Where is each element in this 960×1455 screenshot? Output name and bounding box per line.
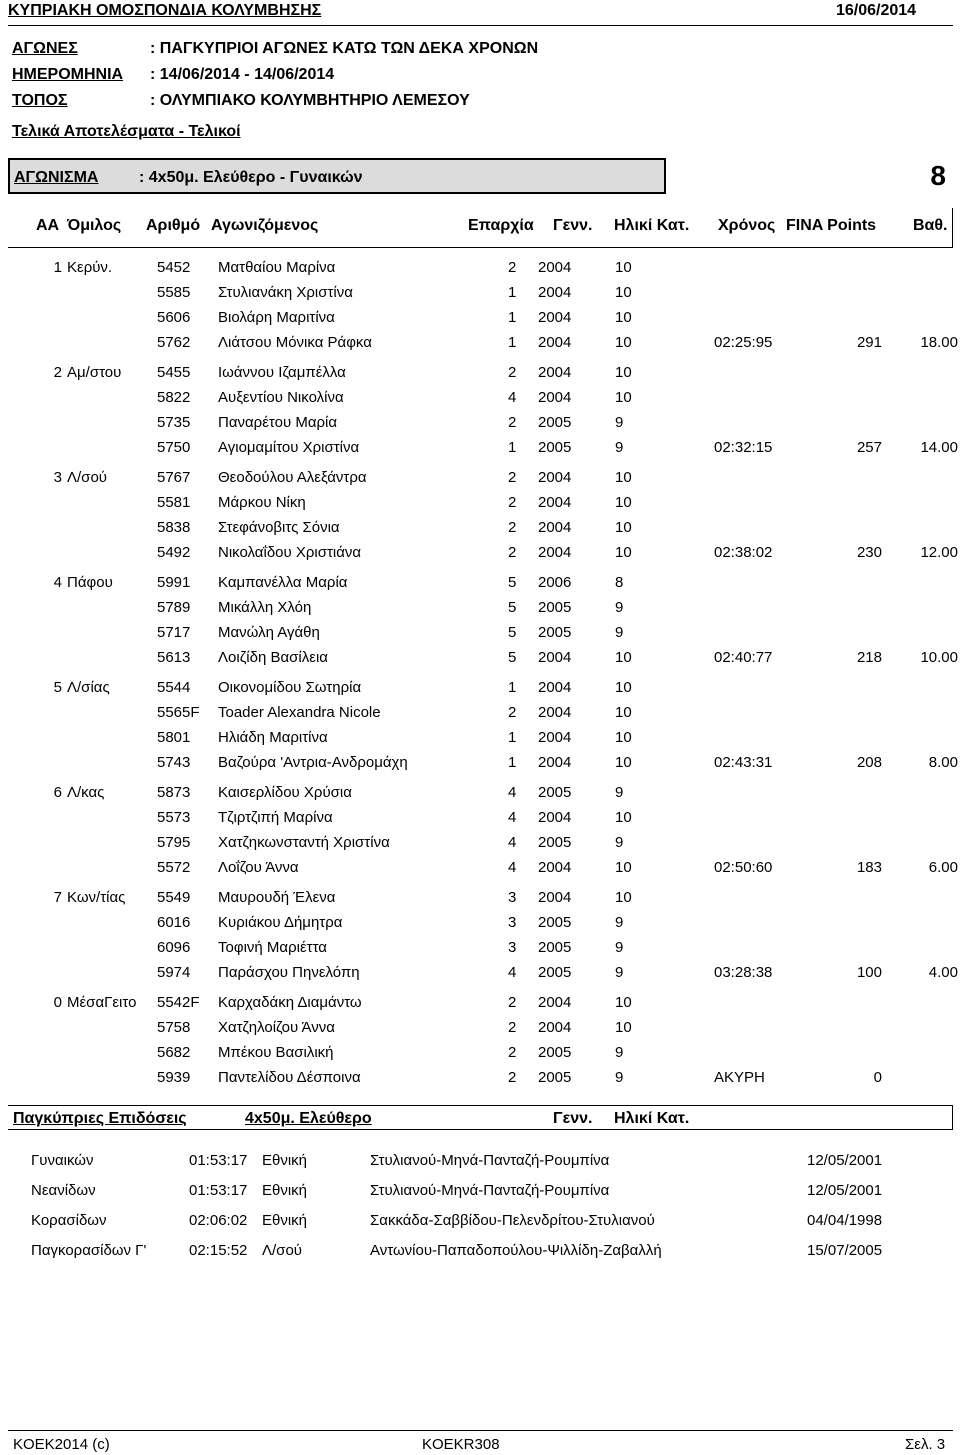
swimmer-name-cell: Μικάλλη Χλόη (218, 599, 312, 616)
province-cell: 2 (508, 494, 517, 511)
birth-year-cell: 2005 (538, 834, 572, 851)
birth-year-cell: 2005 (538, 1069, 572, 1086)
swimmer-name-cell: Θεοδούλου Αλεξάντρα (218, 469, 367, 486)
swimmer-name-cell: Τοφινή Μαριέττα (218, 939, 327, 956)
table-row (0, 859, 960, 884)
fina-points-cell: 183 (856, 859, 882, 876)
event-bar (8, 158, 666, 194)
swimmer-name-cell: Ηλιάδη Μαριτίνα (218, 729, 328, 746)
age-category-cell: 10 (615, 729, 632, 746)
table-row (0, 994, 960, 1019)
age-category-cell: 10 (615, 649, 632, 666)
record-time: 01:53:17 (189, 1152, 248, 1169)
swimmer-id-cell: 5762 (157, 334, 191, 351)
table-row (0, 729, 960, 754)
swimmer-id-cell: 6016 (157, 914, 191, 931)
record-swimmers: Σακκάδα-Σαββίδου-Πελενδρίτου-Στυλιανού (370, 1212, 655, 1229)
age-category-cell: 10 (615, 859, 632, 876)
col-aa: ΑΑ (36, 217, 60, 234)
event-value: : 4x50μ. Ελεύθερο - Γυναικών (139, 169, 363, 186)
province-cell: 2 (508, 544, 517, 561)
age-category-cell: 10 (615, 704, 632, 721)
birth-year-cell: 2004 (538, 494, 572, 511)
province-cell: 1 (508, 334, 517, 351)
record-date: 04/04/1998 (807, 1212, 883, 1229)
swimmer-name-cell: Τζιρτζιπή Μαρίνα (218, 809, 333, 826)
time-cell: 02:25:95 (714, 334, 773, 351)
col-province: Επαρχία (468, 217, 534, 234)
record-club: Εθνική (262, 1212, 308, 1229)
rank-cell: 2 (53, 364, 62, 381)
province-cell: 4 (508, 859, 517, 876)
place-value: : ΟΛΥΜΠΙΑΚΟ ΚΟΛΥΜΒΗΤΗΡΙΟ ΛΕΜΕΣΟΥ (150, 92, 470, 109)
federation-title: ΚΥΠΡΙΑΚΗ ΟΜΟΣΠΟΝΔΙΑ ΚΟΛΥΜΒΗΣΗΣ (8, 2, 322, 19)
print-date: 16/06/2014 (836, 2, 917, 19)
province-cell: 2 (508, 994, 517, 1011)
birth-year-cell: 2004 (538, 704, 572, 721)
province-cell: 3 (508, 914, 517, 931)
swimmer-name-cell: Μανώλη Αγάθη (218, 624, 320, 641)
swimmer-id-cell: 5750 (157, 439, 191, 456)
records-year-col: Γενν. (553, 1110, 593, 1127)
province-cell: 1 (508, 309, 517, 326)
time-cell: ΑΚΥΡΗ (714, 1069, 765, 1086)
date-value: : 14/06/2014 - 14/06/2014 (150, 66, 335, 83)
footer-report-code: KOEKR308 (422, 1436, 500, 1453)
age-category-cell: 10 (615, 334, 632, 351)
swimmer-name-cell: Καμπανέλλα Μαρία (218, 574, 348, 591)
table-row (0, 1019, 960, 1044)
swimmer-id-cell: 5542F (157, 994, 200, 1011)
table-row (0, 1044, 960, 1069)
record-time: 02:06:02 (189, 1212, 248, 1229)
table-row (0, 649, 960, 674)
table-row (0, 544, 960, 569)
age-category-cell: 10 (615, 364, 632, 381)
place-label: ΤΟΠΟΣ (12, 92, 68, 109)
birth-year-cell: 2004 (538, 469, 572, 486)
age-category-cell: 9 (615, 939, 624, 956)
age-category-cell: 9 (615, 964, 624, 981)
table-row (0, 754, 960, 779)
birth-year-cell: 2005 (538, 784, 572, 801)
swimmer-id-cell: 5873 (157, 784, 191, 801)
age-category-cell: 9 (615, 784, 624, 801)
province-cell: 3 (508, 939, 517, 956)
col-id: Αριθμό (146, 217, 201, 234)
swimmer-name-cell: Νικολαΐδου Χριστιάνα (218, 544, 362, 561)
games-value: : ΠΑΓΚΥΠΡΙΟΙ ΑΓΩΝΕΣ ΚΑΤΩ ΤΩΝ ΔΕΚΑ ΧΡΟΝΩΝ (150, 40, 539, 57)
birth-year-cell: 2004 (538, 389, 572, 406)
club-cell: Λ/σού (67, 469, 107, 486)
swimmer-id-cell: 5717 (157, 624, 191, 641)
record-club: Εθνική (262, 1182, 308, 1199)
swimmer-name-cell: Παντελίδου Δέσποινα (218, 1069, 361, 1086)
age-category-cell: 9 (615, 624, 624, 641)
birth-year-cell: 2004 (538, 729, 572, 746)
swimmer-id-cell: 5572 (157, 859, 191, 876)
swimmer-id-cell: 5767 (157, 469, 191, 486)
birth-year-cell: 2004 (538, 994, 572, 1011)
age-category-cell: 10 (615, 994, 632, 1011)
province-cell: 4 (508, 964, 517, 981)
rank-points-cell: 8.00 (928, 754, 958, 771)
footer-copyright: KOEK2014 (c) (13, 1436, 110, 1453)
rank-cell: 3 (53, 469, 62, 486)
swimmer-name-cell: Βαζούρα 'Αντρια-Ανδρομάχη (218, 754, 408, 771)
birth-year-cell: 2004 (538, 1019, 572, 1036)
time-cell: 02:43:31 (714, 754, 773, 771)
swimmer-id-cell: 5606 (157, 309, 191, 326)
table-row (0, 309, 960, 334)
table-row (0, 414, 960, 439)
time-cell: 03:28:38 (714, 964, 773, 981)
province-cell: 5 (508, 649, 517, 666)
table-row (0, 704, 960, 729)
swimmer-id-cell: 5743 (157, 754, 191, 771)
fina-points-cell: 218 (856, 649, 882, 666)
swimmer-name-cell: Toader Alexandra Nicole (218, 704, 381, 721)
swimmer-name-cell: Παράσχου Πηνελόπη (218, 964, 360, 981)
swimmer-name-cell: Κυριάκου Δήμητρα (218, 914, 343, 931)
swimmer-id-cell: 5822 (157, 389, 191, 406)
rank-points-cell: 6.00 (928, 859, 958, 876)
record-swimmers: Αντωνίου-Παπαδοπούλου-Ψιλλίδη-Ζαβαλλή (370, 1242, 662, 1259)
swimmer-name-cell: Βιολάρη Μαριτίνα (218, 309, 335, 326)
swimmer-id-cell: 5682 (157, 1044, 191, 1061)
games-label: ΑΓΩΝΕΣ (12, 40, 78, 57)
province-cell: 2 (508, 1069, 517, 1086)
club-cell: Κων/τίας (67, 889, 126, 906)
swimmer-id-cell: 5991 (157, 574, 191, 591)
province-cell: 2 (508, 1044, 517, 1061)
time-cell: 02:32:15 (714, 439, 773, 456)
time-cell: 02:38:02 (714, 544, 773, 561)
province-cell: 2 (508, 364, 517, 381)
province-cell: 5 (508, 624, 517, 641)
table-row (0, 1069, 960, 1094)
table-row (0, 439, 960, 464)
fina-points-cell: 0 (873, 1069, 882, 1086)
club-cell: Λ/σίας (67, 679, 110, 696)
swimmer-name-cell: Αγιομαμίτου Χριστίνα (218, 439, 360, 456)
age-category-cell: 10 (615, 469, 632, 486)
record-row (0, 1182, 960, 1207)
table-row (0, 389, 960, 414)
table-row (0, 519, 960, 544)
swimmer-name-cell: Ματθαίου Μαρίνα (218, 259, 336, 276)
swimmer-name-cell: Χατζηκωνσταντή Χριστίνα (218, 834, 390, 851)
record-time: 02:15:52 (189, 1242, 248, 1259)
swimmer-id-cell: 5789 (157, 599, 191, 616)
table-row (0, 834, 960, 859)
age-category-cell: 9 (615, 599, 624, 616)
rank-cell: 0 (53, 994, 62, 1011)
birth-year-cell: 2005 (538, 414, 572, 431)
record-date: 15/07/2005 (807, 1242, 883, 1259)
col-rank-points: Βαθ. (913, 217, 948, 234)
record-club: Εθνική (262, 1152, 308, 1169)
province-cell: 2 (508, 704, 517, 721)
fina-points-cell: 100 (856, 964, 882, 981)
birth-year-cell: 2006 (538, 574, 572, 591)
swimmer-id-cell: 5939 (157, 1069, 191, 1086)
birth-year-cell: 2005 (538, 599, 572, 616)
swimmer-name-cell: Λοΐζου Άννα (218, 859, 299, 876)
record-date: 12/05/2001 (807, 1152, 883, 1169)
rank-points-cell: 10.00 (920, 649, 958, 666)
birth-year-cell: 2004 (538, 859, 572, 876)
province-cell: 4 (508, 784, 517, 801)
birth-year-cell: 2004 (538, 519, 572, 536)
record-category: Παγκορασίδων Γ' (31, 1242, 147, 1259)
age-category-cell: 10 (615, 544, 632, 561)
age-category-cell: 9 (615, 1069, 624, 1086)
swimmer-name-cell: Μπέκου Βασιλική (218, 1044, 334, 1061)
swimmer-name-cell: Στυλιανάκη Χριστίνα (218, 284, 353, 301)
province-cell: 4 (508, 809, 517, 826)
rank-points-cell: 14.00 (920, 439, 958, 456)
col-time: Χρόνος (718, 217, 776, 234)
record-category: Νεανίδων (31, 1182, 96, 1199)
rank-cell: 4 (53, 574, 62, 591)
event-number: 8 (930, 160, 946, 191)
results-title: Τελικά Αποτελέσματα - Τελικοί (12, 123, 241, 140)
swimmer-name-cell: Καισερλίδου Χρύσια (218, 784, 352, 801)
table-row (0, 964, 960, 989)
record-time: 01:53:17 (189, 1182, 248, 1199)
table-row (0, 334, 960, 359)
province-cell: 5 (508, 599, 517, 616)
swimmer-id-cell: 5795 (157, 834, 191, 851)
records-age-col: Ηλικί Κατ. (614, 1110, 690, 1127)
table-row (0, 914, 960, 939)
age-category-cell: 10 (615, 284, 632, 301)
swimmer-name-cell: Μαυρουδή Έλενα (218, 889, 336, 906)
table-row (0, 679, 960, 704)
swimmer-id-cell: 5573 (157, 809, 191, 826)
rank-cell: 1 (53, 259, 62, 276)
table-row (0, 784, 960, 809)
col-year: Γενν. (553, 217, 593, 234)
province-cell: 4 (508, 834, 517, 851)
col-age: Ηλικί Κατ. (614, 217, 690, 234)
birth-year-cell: 2004 (538, 334, 572, 351)
fina-points-cell: 230 (856, 544, 882, 561)
age-category-cell: 10 (615, 309, 632, 326)
swimmer-name-cell: Μάρκου Νίκη (218, 494, 306, 511)
table-row (0, 939, 960, 964)
birth-year-cell: 2004 (538, 679, 572, 696)
swimmer-id-cell: 5452 (157, 259, 191, 276)
table-row (0, 889, 960, 914)
table-row (0, 624, 960, 649)
date-label: ΗΜΕΡΟΜΗΝΙΑ (12, 66, 124, 83)
province-cell: 1 (508, 729, 517, 746)
table-row (0, 599, 960, 624)
footer-page-number: Σελ. 3 (905, 1436, 946, 1453)
birth-year-cell: 2005 (538, 624, 572, 641)
table-row (0, 364, 960, 389)
age-category-cell: 10 (615, 1019, 632, 1036)
club-cell: Πάφου (67, 574, 113, 591)
birth-year-cell: 2004 (538, 544, 572, 561)
swimmer-name-cell: Οικονομίδου Σωτηρία (218, 679, 362, 696)
swimmer-id-cell: 5565F (157, 704, 200, 721)
birth-year-cell: 2004 (538, 889, 572, 906)
province-cell: 2 (508, 519, 517, 536)
table-row (0, 574, 960, 599)
age-category-cell: 10 (615, 519, 632, 536)
swimmer-id-cell: 5974 (157, 964, 191, 981)
province-cell: 3 (508, 889, 517, 906)
province-cell: 2 (508, 414, 517, 431)
rank-cell: 6 (53, 784, 62, 801)
swimmer-name-cell: Χατζηλοίζου Άννα (218, 1019, 335, 1036)
swimmer-id-cell: 5492 (157, 544, 191, 561)
table-row (0, 284, 960, 309)
swimmer-name-cell: Παναρέτου Μαρία (218, 414, 338, 431)
club-cell: ΜέσαΓειτο (67, 994, 137, 1011)
swimmer-id-cell: 5544 (157, 679, 191, 696)
birth-year-cell: 2005 (538, 964, 572, 981)
birth-year-cell: 2004 (538, 364, 572, 381)
province-cell: 2 (508, 259, 517, 276)
province-cell: 2 (508, 1019, 517, 1036)
birth-year-cell: 2005 (538, 439, 572, 456)
age-category-cell: 9 (615, 834, 624, 851)
province-cell: 1 (508, 754, 517, 771)
age-category-cell: 10 (615, 679, 632, 696)
age-category-cell: 10 (615, 809, 632, 826)
birth-year-cell: 2004 (538, 649, 572, 666)
swimmer-id-cell: 6096 (157, 939, 191, 956)
birth-year-cell: 2004 (538, 284, 572, 301)
col-club: Όμιλος (67, 217, 122, 234)
swimmer-id-cell: 5613 (157, 649, 191, 666)
fina-points-cell: 208 (856, 754, 882, 771)
province-cell: 1 (508, 439, 517, 456)
fina-points-cell: 257 (856, 439, 882, 456)
table-row (0, 469, 960, 494)
rank-cell: 7 (53, 889, 62, 906)
swimmer-id-cell: 5758 (157, 1019, 191, 1036)
records-title: Παγκύπριες Επιδόσεις (13, 1110, 187, 1127)
rank-points-cell: 12.00 (920, 544, 958, 561)
record-category: Γυναικών (31, 1152, 94, 1169)
record-row (0, 1242, 960, 1267)
table-row (0, 809, 960, 834)
record-category: Κορασίδων (31, 1212, 107, 1229)
age-category-cell: 8 (615, 574, 624, 591)
club-cell: Λ/κας (67, 784, 105, 801)
birth-year-cell: 2004 (538, 259, 572, 276)
club-cell: Κερύν. (67, 259, 113, 276)
event-label: ΑΓΩΝΙΣΜΑ (14, 169, 99, 186)
swimmer-name-cell: Λοιζίδη Βασίλεια (218, 649, 328, 666)
table-row (0, 259, 960, 284)
age-category-cell: 9 (615, 914, 624, 931)
province-cell: 2 (508, 469, 517, 486)
records-event: 4x50μ. Ελεύθερο (245, 1110, 372, 1127)
swimmer-id-cell: 5801 (157, 729, 191, 746)
club-cell: Αμ/στου (67, 364, 122, 381)
birth-year-cell: 2004 (538, 309, 572, 326)
col-swimmer: Αγωνιζόμενος (211, 217, 319, 234)
swimmer-id-cell: 5549 (157, 889, 191, 906)
record-club: Λ/σού (262, 1242, 302, 1259)
swimmer-name-cell: Καρχαδάκη Διαμάντω (218, 994, 362, 1011)
record-row (0, 1152, 960, 1177)
age-category-cell: 10 (615, 259, 632, 276)
header-divider (8, 25, 953, 26)
rank-points-cell: 18.00 (920, 334, 958, 351)
rank-points-cell: 4.00 (928, 964, 958, 981)
age-category-cell: 9 (615, 1044, 624, 1061)
swimmer-id-cell: 5735 (157, 414, 191, 431)
age-category-cell: 10 (615, 754, 632, 771)
birth-year-cell: 2005 (538, 1044, 572, 1061)
birth-year-cell: 2005 (538, 914, 572, 931)
record-swimmers: Στυλιανού-Μηνά-Πανταζή-Ρουμπίνα (370, 1182, 610, 1199)
swimmer-id-cell: 5455 (157, 364, 191, 381)
birth-year-cell: 2004 (538, 809, 572, 826)
age-category-cell: 9 (615, 439, 624, 456)
province-cell: 4 (508, 389, 517, 406)
province-cell: 5 (508, 574, 517, 591)
age-category-cell: 10 (615, 389, 632, 406)
record-date: 12/05/2001 (807, 1182, 883, 1199)
swimmer-name-cell: Λιάτσου Μόνικα Ράφκα (218, 334, 372, 351)
swimmer-name-cell: Στεφάνοβιτς Σόνια (218, 519, 340, 536)
time-cell: 02:50:60 (714, 859, 773, 876)
age-category-cell: 10 (615, 494, 632, 511)
fina-points-cell: 291 (856, 334, 882, 351)
age-category-cell: 10 (615, 889, 632, 906)
age-category-cell: 9 (615, 414, 624, 431)
swimmer-id-cell: 5585 (157, 284, 191, 301)
swimmer-id-cell: 5581 (157, 494, 191, 511)
swimmer-name-cell: Αυξεντίου Νικολίνα (218, 389, 344, 406)
province-cell: 1 (508, 679, 517, 696)
col-fina: FINA Points (786, 217, 877, 234)
swimmer-id-cell: 5838 (157, 519, 191, 536)
birth-year-cell: 2004 (538, 754, 572, 771)
swimmer-name-cell: Ιωάννου Ιζαμπέλλα (218, 364, 346, 381)
birth-year-cell: 2005 (538, 939, 572, 956)
rank-cell: 5 (53, 679, 62, 696)
record-swimmers: Στυλιανού-Μηνά-Πανταζή-Ρουμπίνα (370, 1152, 610, 1169)
time-cell: 02:40:77 (714, 649, 773, 666)
footer-divider (8, 1430, 953, 1431)
province-cell: 1 (508, 284, 517, 301)
record-row (0, 1212, 960, 1237)
table-row (0, 494, 960, 519)
